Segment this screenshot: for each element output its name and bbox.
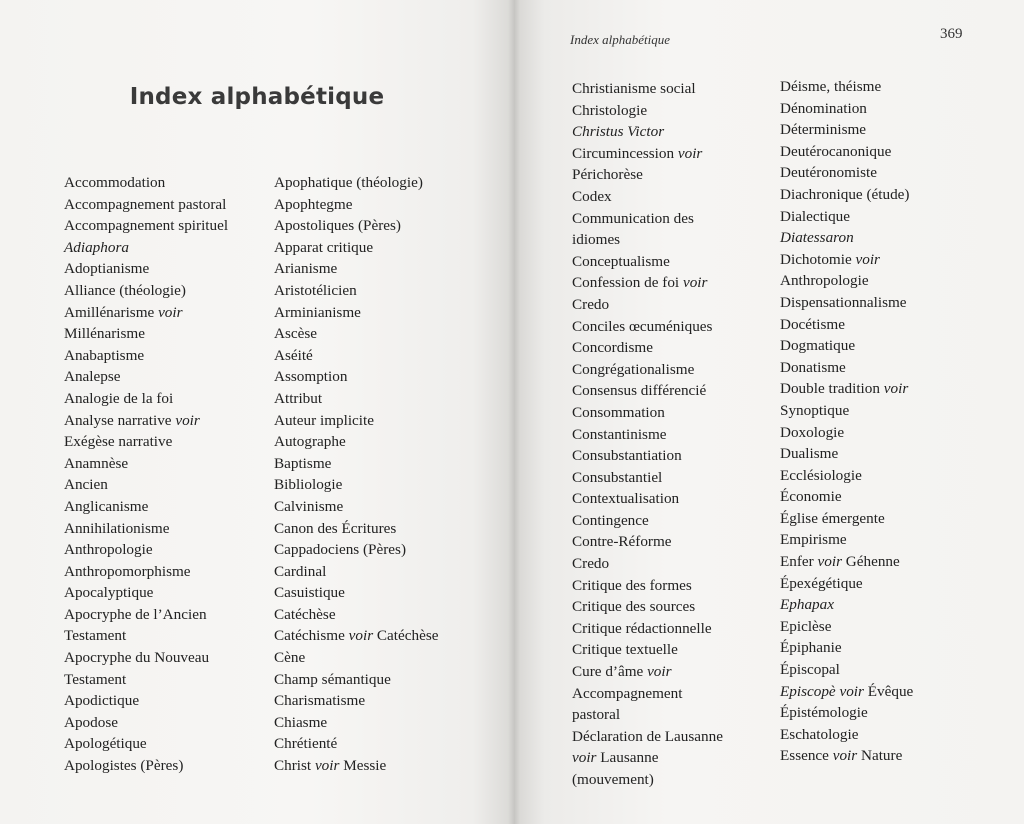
index-entry <box>274 172 438 194</box>
index-column-3 <box>572 78 723 791</box>
index-entry-term: Adoptianisme <box>64 260 150 278</box>
index-entry-term: Canon des Écritures <box>274 519 397 537</box>
index-entry-see-also: voir <box>855 250 880 268</box>
index-entry-term: Consensus différencié <box>572 382 707 400</box>
index-entry-term: Arminianisme <box>274 303 361 321</box>
index-entry <box>780 357 913 379</box>
index-entry <box>274 690 438 712</box>
index-entry-term: Constantinisme <box>572 425 667 443</box>
index-entry <box>780 594 913 616</box>
index-entry-term: Apocalyptique <box>64 584 154 602</box>
index-entry-term: Christologie <box>572 101 648 119</box>
index-entry <box>572 380 723 402</box>
index-entry-term: Baptisme <box>274 454 332 472</box>
index-entry <box>780 335 913 357</box>
index-entry <box>274 388 438 410</box>
index-entry <box>572 510 723 532</box>
index-entry-term: Analogie de la foi <box>64 389 174 407</box>
index-entry-term: Episcopè <box>780 682 836 700</box>
index-entry <box>64 366 228 388</box>
index-entry-term: Conceptualisme <box>572 252 670 270</box>
index-entry-term: Épexégétique <box>780 574 863 592</box>
index-entry <box>780 616 913 638</box>
index-entry-term: Deutéronomiste <box>780 164 878 182</box>
page-number: 369 <box>940 26 963 42</box>
index-entry-term: Accompagnement spirituel <box>64 217 229 235</box>
index-entry <box>64 172 228 194</box>
index-entry-term: Enfer <box>780 553 814 571</box>
index-entry-term: Déisme, théisme <box>780 78 882 95</box>
index-entry <box>274 194 438 216</box>
running-head: Index alphabétique <box>570 32 670 47</box>
index-entry-term: Anabaptisme <box>64 346 145 364</box>
index-entry <box>780 486 913 508</box>
index-column-1 <box>64 172 228 777</box>
index-entry <box>780 745 913 767</box>
index-entry <box>572 294 723 316</box>
index-entry <box>780 508 913 530</box>
index-entry-term: Diatessaron <box>780 229 854 247</box>
index-entry <box>780 573 913 595</box>
index-entry-term: Aristotélicien <box>274 281 357 299</box>
index-entry <box>64 496 228 518</box>
index-entry-term: Consubstantiel <box>572 468 663 486</box>
index-entry-reference: Catéchèse <box>376 627 439 645</box>
index-entry-term: Deutérocanonique <box>780 142 892 160</box>
index-entry-term: Périchorèse <box>572 166 643 184</box>
index-entry <box>274 323 438 345</box>
index-entry-term: Dénomination <box>780 99 867 117</box>
index-entry <box>64 604 228 626</box>
index-entry-term: Contingence <box>572 511 649 529</box>
index-entry-term: Apophatique (théologie) <box>274 174 423 191</box>
index-entry-term: Apodictique <box>64 692 140 710</box>
index-entry-term: Consubstantiation <box>572 447 682 465</box>
index-entry-term: idiomes <box>572 231 621 249</box>
index-entry <box>64 733 228 755</box>
index-entry <box>572 639 723 661</box>
index-entry-term: Anglicanisme <box>64 497 149 515</box>
index-entry <box>572 769 723 791</box>
index-entry-see-also: voir <box>175 411 200 429</box>
index-entry-term: Epiclèse <box>780 617 832 635</box>
index-entry <box>274 518 438 540</box>
index-entry <box>572 618 723 640</box>
index-entry <box>64 561 228 583</box>
index-entry <box>780 141 913 163</box>
index-entry <box>572 553 723 575</box>
index-entry <box>572 683 723 705</box>
index-entry-term: Testament <box>64 670 127 688</box>
index-entry <box>274 258 438 280</box>
index-entry-term: Congrégationalisme <box>572 360 695 378</box>
index-entry <box>64 431 228 453</box>
index-entry <box>64 474 228 496</box>
index-entry-term: Bibliologie <box>274 476 343 494</box>
index-entry <box>572 143 723 165</box>
index-entry <box>274 302 438 324</box>
index-entry <box>64 647 228 669</box>
index-entry <box>64 237 228 259</box>
index-entry-term: Communication des <box>572 209 694 227</box>
index-entry-term: Déterminisme <box>780 121 867 139</box>
index-entry <box>572 424 723 446</box>
index-entry <box>274 669 438 691</box>
index-entry-term: Apophtegme <box>274 195 353 213</box>
index-entry-term: Empirisme <box>780 531 847 549</box>
index-entry-term: Exégèse narrative <box>64 433 173 451</box>
index-entry <box>780 292 913 314</box>
index-entry-term: Dialectique <box>780 207 850 225</box>
index-entry <box>572 164 723 186</box>
index-entry <box>572 596 723 618</box>
index-entry <box>64 755 228 777</box>
index-entry-term: Apostoliques (Pères) <box>274 217 401 235</box>
index-entry-term: Codex <box>572 187 612 205</box>
index-entry-term: Chiasme <box>274 713 328 731</box>
index-entry <box>64 302 228 324</box>
index-entry <box>64 410 228 432</box>
index-entry-term: Millénarisme <box>64 325 145 343</box>
index-entry <box>780 724 913 746</box>
index-entry <box>572 251 723 273</box>
index-entry-term: Analepse <box>64 368 121 386</box>
index-entry-term: Critique rédactionnelle <box>572 619 712 637</box>
index-entry-term: Apocryphe du Nouveau <box>64 649 210 667</box>
index-entry <box>274 237 438 259</box>
index-entry-term: Credo <box>572 295 610 313</box>
index-entry <box>572 272 723 294</box>
index-column-2 <box>274 172 438 777</box>
index-column-4 <box>780 76 913 767</box>
index-entry-see-also: voir <box>832 747 858 765</box>
index-entry-term: Ephapax <box>780 596 834 614</box>
index-entry-term: Credo <box>572 555 610 573</box>
index-entry-reference: Géhenne <box>845 553 900 571</box>
index-entry-term: Catéchisme <box>274 627 345 645</box>
index-entry <box>572 359 723 381</box>
index-entry <box>572 121 723 143</box>
index-entry-term: Cure d’âme <box>572 663 644 681</box>
index-entry <box>780 206 913 228</box>
index-entry <box>572 467 723 489</box>
index-entry-term: pastoral <box>572 706 621 724</box>
index-entry <box>274 280 438 302</box>
index-entry-reference: Lausanne <box>600 749 659 767</box>
index-entry-see-also: voir <box>647 663 672 681</box>
index-entry-term: Diachronique (étude) <box>780 185 910 203</box>
index-entry-term: Circumincession <box>572 144 675 162</box>
index-entry <box>572 402 723 424</box>
index-entry-term: Critique des sources <box>572 598 696 616</box>
index-entry-term: Docétisme <box>780 315 845 333</box>
index-entry <box>274 410 438 432</box>
index-entry-term: Dichotomie <box>780 250 852 268</box>
index-entry-term: Ascèse <box>274 325 318 343</box>
index-entry-term: Épiscopal <box>780 661 840 679</box>
index-entry <box>64 712 228 734</box>
index-entry-term: Apparat critique <box>274 238 374 256</box>
index-entry-term: Calvinisme <box>274 497 344 515</box>
index-entry <box>780 249 913 271</box>
index-entry-reference: Messie <box>343 757 387 775</box>
index-entry-term: Accommodation <box>64 174 166 191</box>
index-entry-term: Christus Victor <box>572 123 665 141</box>
index-entry <box>64 625 228 647</box>
index-entry-term: Église émergente <box>780 509 885 527</box>
index-entry-term: Apocryphe de l’Ancien <box>64 605 207 623</box>
index-entry-see-also: voir <box>572 749 597 767</box>
index-entry-see-also: voir <box>839 682 864 700</box>
index-entry <box>572 208 723 230</box>
index-entry-term: Anthropologie <box>780 272 869 290</box>
index-entry-term: Alliance (théologie) <box>64 281 186 299</box>
index-entry <box>572 337 723 359</box>
index-entry <box>572 229 723 251</box>
index-entry <box>780 529 913 551</box>
index-entry <box>780 681 913 703</box>
index-entry <box>274 345 438 367</box>
index-entry-term: Dispensationnalisme <box>780 293 907 311</box>
index-entry <box>780 314 913 336</box>
index-entry-term: (mouvement) <box>572 771 654 788</box>
index-entry-term: Apodose <box>64 713 118 731</box>
index-entry <box>780 227 913 249</box>
index-entry <box>274 496 438 518</box>
index-entry <box>572 186 723 208</box>
index-entry-term: Cardinal <box>274 562 327 580</box>
index-entry-see-also: voir <box>348 627 374 645</box>
index-entry-term: Auteur implicite <box>274 411 374 429</box>
index-entry <box>274 474 438 496</box>
index-entry <box>780 270 913 292</box>
index-entry-term: Apologistes (Pères) <box>64 757 184 775</box>
index-entry <box>274 604 438 626</box>
index-entry <box>274 733 438 755</box>
index-entry-see-also: voir <box>158 303 183 321</box>
index-entry-reference: Nature <box>860 747 903 765</box>
index-entry-term: Épiphanie <box>780 639 842 657</box>
index-entry <box>274 431 438 453</box>
index-entry <box>64 582 228 604</box>
index-entry <box>572 100 723 122</box>
index-entry <box>64 453 228 475</box>
index-entry-term: Dualisme <box>780 445 839 463</box>
index-entry-term: Anthropomorphisme <box>64 562 191 580</box>
index-entry-term: Ecclésiologie <box>780 466 862 484</box>
index-entry-term: Déclaration de Lausanne <box>572 727 723 745</box>
index-entry-term: Autographe <box>274 433 346 451</box>
index-entry <box>572 726 723 748</box>
index-entry-term: Critique textuelle <box>572 641 678 659</box>
index-entry <box>780 422 913 444</box>
index-entry-term: Concordisme <box>572 339 653 357</box>
index-entry-term: Double tradition <box>780 380 880 398</box>
index-entry-term: Essence <box>780 747 829 765</box>
index-entry <box>780 702 913 724</box>
index-entry-term: Annihilationisme <box>64 519 170 537</box>
book-gutter <box>508 0 520 824</box>
index-entry <box>780 76 913 98</box>
index-entry-term: Adiaphora <box>64 238 129 256</box>
index-entry <box>780 443 913 465</box>
index-entry-term: Conciles œcuméniques <box>572 317 713 335</box>
index-entry <box>64 215 228 237</box>
index-entry-term: Synoptique <box>780 401 850 419</box>
index-entry <box>274 625 438 647</box>
index-entry-term: Cappadociens (Pères) <box>274 541 407 559</box>
index-entry <box>274 366 438 388</box>
index-entry <box>780 184 913 206</box>
index-entry <box>64 539 228 561</box>
index-entry <box>274 647 438 669</box>
index-entry <box>780 659 913 681</box>
index-entry <box>274 453 438 475</box>
index-entry <box>780 98 913 120</box>
index-title: Index alphabétique <box>129 84 385 110</box>
index-entry <box>64 388 228 410</box>
index-entry <box>64 690 228 712</box>
index-entry <box>780 119 913 141</box>
index-entry-term: Amillénarisme <box>64 303 155 321</box>
index-entry <box>274 755 438 777</box>
index-entry <box>572 488 723 510</box>
index-entry-term: Critique des formes <box>572 576 692 594</box>
index-entry-term: Christ <box>274 757 312 775</box>
index-entry-see-also: voir <box>883 380 909 398</box>
index-entry-term: Contextualisation <box>572 490 680 508</box>
index-entry-term: Anamnèse <box>64 454 129 472</box>
index-entry <box>64 323 228 345</box>
index-entry-term: Cène <box>274 649 306 667</box>
index-entry-term: Assomption <box>274 368 348 386</box>
index-entry <box>572 316 723 338</box>
index-entry <box>274 712 438 734</box>
index-entry <box>780 400 913 422</box>
index-entry-term: Eschatologie <box>780 725 859 743</box>
index-entry-term: Chrétienté <box>274 735 338 753</box>
index-entry-see-also: voir <box>682 274 708 292</box>
index-entry-see-also: voir <box>677 144 703 162</box>
index-entry-term: Confession de foi <box>572 274 680 292</box>
index-entry <box>64 194 228 216</box>
index-entry-see-also: voir <box>817 553 842 571</box>
index-entry <box>572 661 723 683</box>
index-entry-term: Champ sémantique <box>274 670 391 688</box>
index-entry <box>572 445 723 467</box>
index-entry <box>780 378 913 400</box>
index-entry-term: Dogmatique <box>780 337 856 355</box>
index-entry-term: Donatisme <box>780 358 846 376</box>
index-entry-term: Arianisme <box>274 260 338 278</box>
index-entry <box>780 162 913 184</box>
index-entry <box>64 258 228 280</box>
index-entry-term: Attribut <box>274 389 323 407</box>
index-entry-term: Casuistique <box>274 584 345 602</box>
index-entry-term: Doxologie <box>780 423 845 441</box>
index-entry <box>780 551 913 573</box>
index-entry-term: Accompagnement pastoral <box>64 195 227 213</box>
index-entry <box>572 704 723 726</box>
index-entry-term: Charismatisme <box>274 692 366 710</box>
index-entry-term: Christianisme social <box>572 80 696 97</box>
index-entry <box>64 669 228 691</box>
index-entry-term: Consommation <box>572 403 665 421</box>
index-entry <box>572 531 723 553</box>
index-entry <box>572 575 723 597</box>
index-entry <box>64 345 228 367</box>
index-entry <box>274 561 438 583</box>
index-entry <box>572 747 723 769</box>
index-entry <box>780 637 913 659</box>
index-entry <box>780 465 913 487</box>
index-entry-term: Testament <box>64 627 127 645</box>
index-entry-see-also: voir <box>314 757 340 775</box>
index-entry-term: Économie <box>780 488 842 506</box>
index-entry-reference: Évêque <box>867 682 914 700</box>
index-entry <box>572 78 723 100</box>
index-entry <box>274 539 438 561</box>
index-entry-term: Épistémologie <box>780 704 868 722</box>
index-entry-term: Anthropologie <box>64 541 153 559</box>
index-entry <box>64 280 228 302</box>
index-entry <box>274 215 438 237</box>
index-entry-term: Catéchèse <box>274 605 336 623</box>
index-entry-term: Aséité <box>274 346 313 364</box>
index-entry <box>274 582 438 604</box>
index-entry-term: Ancien <box>64 476 108 494</box>
index-entry-term: Analyse narrative <box>64 411 172 429</box>
index-entry-term: Accompagnement <box>572 684 683 702</box>
index-entry-term: Apologétique <box>64 735 147 753</box>
index-entry-term: Contre-Réforme <box>572 533 672 551</box>
index-entry <box>64 518 228 540</box>
